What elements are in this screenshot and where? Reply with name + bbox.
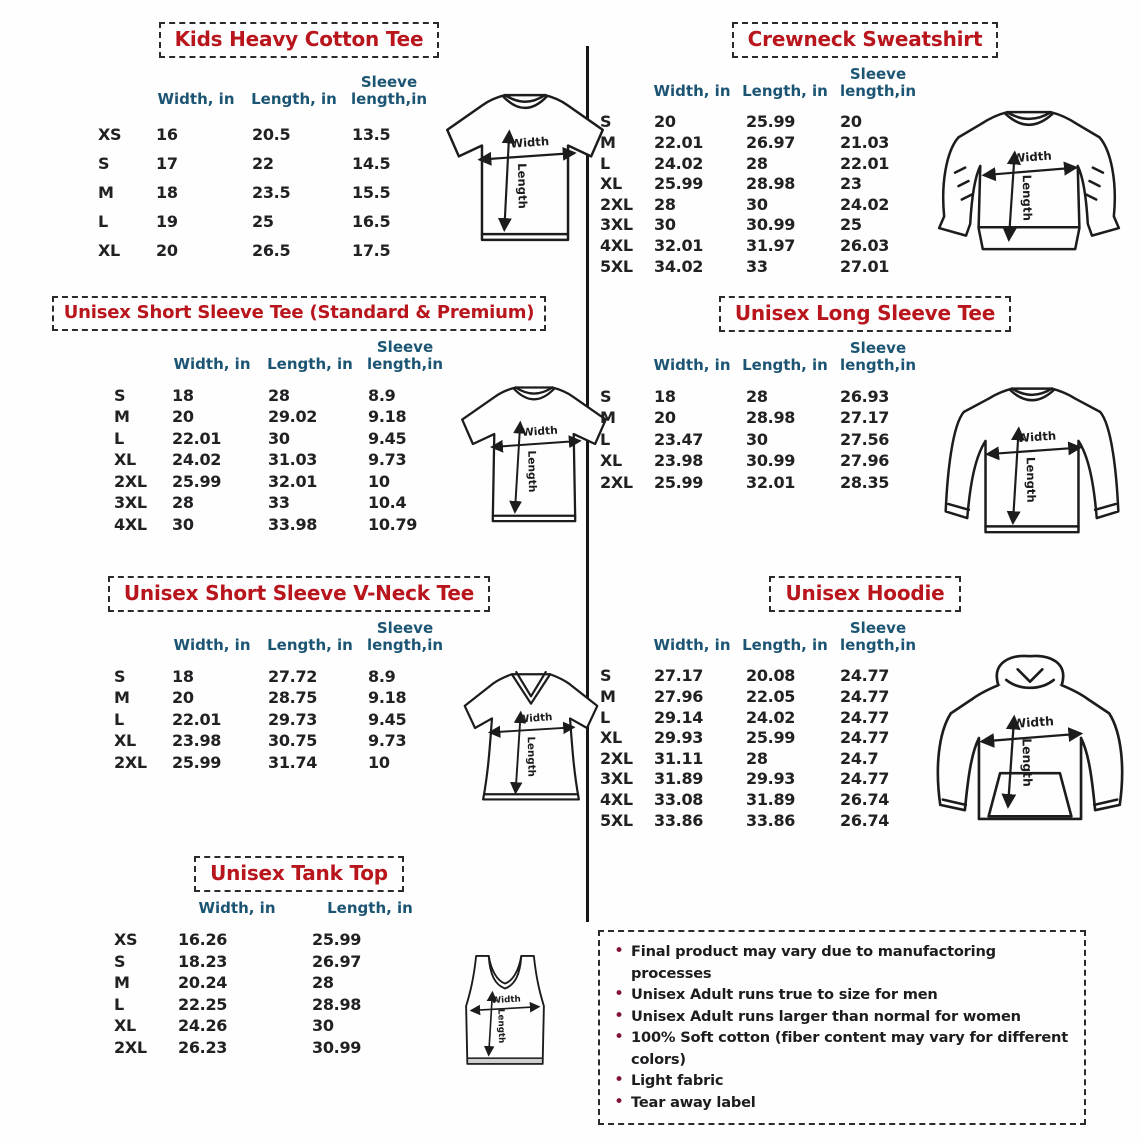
sleeve-column-header: Sleeve length,in — [839, 339, 917, 374]
length-column-header: Length, in — [251, 89, 337, 108]
width-value: 23.98 — [172, 731, 222, 751]
sleeve-value: 15.5 — [352, 182, 391, 202]
width-value: 27.17 — [654, 666, 704, 686]
length-value: 30 — [746, 429, 768, 449]
length-value: 23.5 — [252, 182, 291, 202]
width-value: 17 — [156, 153, 178, 173]
sleeve-value: 24.77 — [840, 769, 890, 789]
length-value: 28 — [312, 973, 334, 993]
vneck-illustration — [450, 654, 612, 816]
width-value: 24.26 — [178, 1016, 228, 1036]
length-value: 28.98 — [312, 994, 362, 1014]
sleeve-value: 21.03 — [840, 132, 890, 152]
length-value: 29.02 — [268, 407, 318, 427]
width-value: 18 — [654, 386, 676, 406]
length-value: 30.99 — [746, 451, 796, 471]
sleeve-value: 10.4 — [368, 493, 407, 513]
bullet-icon — [614, 984, 624, 1006]
hem-band — [467, 1058, 542, 1064]
width-value: 25.99 — [654, 174, 704, 194]
size-label: 2XL — [600, 748, 633, 768]
size-label: 4XL — [600, 789, 633, 809]
width-column-header: Width, in — [653, 355, 731, 374]
length-value: 28 — [746, 748, 768, 768]
sleeve-column-header: Sleeve length,in — [366, 338, 444, 373]
width-arrow-label: Width — [1016, 428, 1057, 446]
size-label: M — [114, 973, 130, 993]
sleeve-value: 8.9 — [368, 666, 396, 686]
sleeve-column-header: Sleeve length,in — [366, 619, 444, 654]
length-value: 29.93 — [746, 769, 796, 789]
width-value: 22.01 — [172, 428, 222, 448]
length-value: 31.74 — [268, 752, 318, 772]
section-long-sleeve-tee — [598, 296, 1132, 538]
width-value: 33.08 — [654, 789, 704, 809]
size-column-header — [600, 100, 646, 112]
sleeve-column-header: Sleeve length,in — [839, 65, 917, 100]
width-value: 23.47 — [654, 429, 704, 449]
width-arrow-label: Width — [521, 423, 559, 440]
sleeve-value: 24.77 — [840, 666, 890, 686]
width-value: 20 — [172, 407, 194, 427]
size-label: S — [114, 666, 126, 686]
note-text: Unisex Adult runs larger than normal for women — [631, 1007, 1021, 1025]
width-arrow-label: Width — [1012, 714, 1055, 731]
section-kids-heavy-cotton-tee — [14, 22, 584, 265]
size-label: XS — [98, 124, 122, 144]
section-hoodie — [598, 576, 1132, 830]
width-value: 22.01 — [654, 132, 704, 152]
length-value: 28 — [746, 153, 768, 173]
length-value: 30 — [268, 428, 290, 448]
width-value: 25.99 — [172, 752, 222, 772]
size-label: XS — [114, 930, 138, 950]
sleeve-value: 26.03 — [840, 235, 890, 255]
sleeve-value: 10 — [368, 471, 390, 491]
length-column-header: Length, in — [742, 635, 828, 654]
length-value: 33 — [746, 256, 768, 276]
width-value: 22.01 — [172, 709, 222, 729]
size-column-header — [114, 373, 164, 385]
note-item — [610, 1070, 1072, 1092]
sleeve-value: 23 — [840, 174, 862, 194]
width-value: 16 — [156, 124, 178, 144]
note-item — [610, 984, 1072, 1006]
sleeve-value: 22.01 — [840, 153, 890, 173]
size-label: XL — [114, 1016, 136, 1036]
length-value: 33 — [268, 493, 290, 513]
note-text: 100% Soft cotton (fiber content may vary for different colors) — [631, 1029, 1069, 1068]
sleeve-value: 17.5 — [352, 240, 391, 260]
sleeve-value: 20 — [840, 112, 862, 132]
width-value: 31.89 — [654, 769, 704, 789]
size-label: XL — [114, 450, 136, 470]
width-column-header: Width, in — [653, 81, 731, 100]
length-value: 26.97 — [312, 951, 362, 971]
size-label: L — [114, 994, 124, 1014]
size-column-header — [98, 108, 148, 120]
section-title: Unisex Long Sleeve Tee — [719, 296, 1011, 332]
size-label: L — [114, 428, 124, 448]
width-column-header: Width, in — [173, 354, 251, 373]
sleeve-value: 9.18 — [368, 688, 407, 708]
length-column-header: Length, in — [742, 81, 828, 100]
length-value: 31.03 — [268, 450, 318, 470]
width-value: 33.86 — [654, 810, 704, 830]
size-label: 2XL — [114, 752, 147, 772]
size-label: L — [600, 707, 610, 727]
length-value: 28.98 — [746, 174, 796, 194]
tee-illustration — [434, 80, 616, 250]
sleeve-value: 24.77 — [840, 707, 890, 727]
sleeve-value: 9.45 — [368, 428, 407, 448]
length-value: 25.99 — [312, 930, 362, 950]
width-value: 22.25 — [178, 994, 228, 1014]
width-value: 25.99 — [654, 472, 704, 492]
length-column-header: Length, in — [742, 355, 828, 374]
width-value: 27.96 — [654, 686, 704, 706]
width-value: 20 — [654, 112, 676, 132]
length-value: 30.75 — [268, 731, 318, 751]
length-value: 24.02 — [746, 707, 796, 727]
length-column-header: Length, in — [267, 635, 353, 654]
width-value: 26.23 — [178, 1037, 228, 1057]
size-label: 2XL — [600, 472, 633, 492]
width-value: 23.98 — [654, 451, 704, 471]
section-title: Kids Heavy Cotton Tee — [159, 22, 440, 58]
length-value: 20.08 — [746, 666, 796, 686]
length-value: 30 — [312, 1016, 334, 1036]
sleeve-value: 9.73 — [368, 450, 407, 470]
size-label: 5XL — [600, 810, 633, 830]
width-column-header: Width, in — [653, 635, 731, 654]
width-value: 29.93 — [654, 728, 704, 748]
size-column-header — [600, 654, 646, 666]
width-value: 29.14 — [654, 707, 704, 727]
length-arrow-label: Length — [525, 450, 540, 493]
section-title: Unisex Tank Top — [194, 856, 404, 892]
bullet-icon — [614, 941, 624, 963]
note-text: Light fabric — [631, 1072, 724, 1089]
sleeve-value: 16.5 — [352, 211, 391, 231]
width-value: 18.23 — [178, 951, 228, 971]
sleeve-value: 10 — [368, 752, 390, 772]
size-label: M — [600, 686, 616, 706]
size-label: 2XL — [114, 1037, 147, 1057]
bullet-icon — [614, 1092, 624, 1114]
length-arrow-label: Length — [1023, 456, 1039, 503]
length-arrow-label: Length — [1019, 174, 1035, 221]
size-label: L — [98, 211, 108, 231]
size-label: 5XL — [600, 256, 633, 276]
length-value: 32.01 — [268, 471, 318, 491]
size-label: 4XL — [114, 514, 147, 534]
size-label: S — [600, 666, 612, 686]
length-value: 31.89 — [746, 789, 796, 809]
length-value: 30.99 — [312, 1037, 362, 1057]
size-label: S — [114, 385, 126, 405]
sleeve-column-header: Sleeve length,in — [350, 73, 428, 108]
size-label: M — [114, 688, 130, 708]
kids-tee-table — [98, 74, 434, 265]
size-label: XL — [600, 728, 622, 748]
sleeve-value: 8.9 — [368, 385, 396, 405]
length-value: 25.99 — [746, 112, 796, 132]
length-value: 33.86 — [746, 810, 796, 830]
sleeve-column-header: Sleeve length,in — [839, 619, 917, 654]
width-arrow-label: Width — [491, 994, 522, 1007]
note-text: Unisex Adult runs true to size for men — [631, 986, 938, 1003]
width-value: 28 — [654, 194, 676, 214]
size-label: S — [114, 951, 126, 971]
width-value: 19 — [156, 211, 178, 231]
length-arrow-label: Length — [1019, 738, 1035, 787]
length-arrow-label: Length — [495, 1008, 507, 1044]
vneck-tee-table — [114, 620, 450, 773]
tank-top-table — [114, 900, 436, 1058]
width-value: 16.26 — [178, 930, 228, 950]
width-value: 24.02 — [654, 153, 704, 173]
width-value: 20.24 — [178, 973, 228, 993]
sweatshirt-illustration — [926, 92, 1132, 260]
width-value: 34.02 — [654, 256, 704, 276]
sleeve-value: 27.56 — [840, 429, 890, 449]
length-value: 32.01 — [746, 472, 796, 492]
sleeve-value: 10.79 — [368, 514, 418, 534]
length-value: 25 — [252, 211, 274, 231]
length-value: 30 — [746, 194, 768, 214]
width-value: 20 — [654, 408, 676, 428]
length-value: 20.5 — [252, 124, 291, 144]
sleeve-value: 24.77 — [840, 728, 890, 748]
width-value: 24.02 — [172, 450, 222, 470]
width-value: 20 — [156, 240, 178, 260]
length-value: 28.75 — [268, 688, 318, 708]
size-label: 4XL — [600, 235, 633, 255]
longsleeve-table — [600, 340, 924, 493]
length-value: 27.72 — [268, 666, 318, 686]
length-value: 26.97 — [746, 132, 796, 152]
width-arrow-label: Width — [517, 711, 553, 726]
sleeve-value: 27.17 — [840, 408, 890, 428]
length-value: 22.05 — [746, 686, 796, 706]
length-column-header: Length, in — [327, 899, 413, 917]
note-item — [610, 1092, 1072, 1114]
sleeve-value: 25 — [840, 215, 862, 235]
size-label: XL — [600, 174, 622, 194]
longsleeve-illustration — [932, 372, 1132, 538]
size-label: 2XL — [600, 194, 633, 214]
length-value: 28 — [268, 385, 290, 405]
size-column-header — [114, 917, 170, 929]
section-title: Unisex Hoodie — [769, 576, 960, 612]
size-label: XL — [98, 240, 120, 260]
size-label: M — [600, 408, 616, 428]
tank-top-illustration — [436, 930, 574, 1096]
length-arrow-label: Length — [524, 736, 538, 778]
crewneck-table — [600, 66, 924, 276]
sleeve-value: 26.74 — [840, 789, 890, 809]
length-value: 25.99 — [746, 728, 796, 748]
size-label: L — [600, 153, 610, 173]
note-item — [610, 941, 1072, 984]
width-column-header: Width, in — [173, 635, 251, 654]
size-label: XL — [114, 731, 136, 751]
width-value: 28 — [172, 493, 194, 513]
sleeve-value: 27.01 — [840, 256, 890, 276]
length-value: 33.98 — [268, 514, 318, 534]
tee-illustration — [450, 373, 618, 531]
sleeve-value: 24.77 — [840, 686, 890, 706]
width-value: 32.01 — [654, 235, 704, 255]
section-crewneck-sweatshirt — [598, 22, 1132, 276]
sleeve-value: 9.45 — [368, 709, 407, 729]
width-value: 25.99 — [172, 471, 222, 491]
size-label: M — [98, 182, 114, 202]
width-column-header: Width, in — [157, 89, 235, 108]
size-label: L — [114, 709, 124, 729]
sleeve-value: 28.35 — [840, 472, 890, 492]
standard-tee-table — [114, 339, 450, 535]
bullet-icon — [614, 1006, 624, 1028]
sleeve-value: 26.74 — [840, 810, 890, 830]
size-label: 3XL — [114, 493, 147, 513]
section-title: Unisex Short Sleeve Tee (Standard & Premium) — [52, 296, 547, 331]
section-title: Crewneck Sweatshirt — [732, 22, 999, 58]
length-value: 29.73 — [268, 709, 318, 729]
size-label: XL — [600, 451, 622, 471]
length-value: 22 — [252, 153, 274, 173]
width-value: 20 — [172, 688, 194, 708]
width-value: 30 — [654, 215, 676, 235]
length-column-header: Length, in — [267, 354, 353, 373]
size-column-header — [600, 374, 646, 386]
width-value: 18 — [172, 385, 194, 405]
size-label: S — [98, 153, 110, 173]
hoodie-illustration — [930, 650, 1130, 826]
length-value: 28 — [746, 386, 768, 406]
section-tank-top — [14, 856, 584, 1096]
width-column-header: Width, in — [198, 899, 276, 917]
sleeve-value: 9.73 — [368, 731, 407, 751]
section-vneck-tee — [14, 576, 584, 816]
length-value: 30.99 — [746, 215, 796, 235]
size-label: S — [600, 112, 612, 132]
width-value: 31.11 — [654, 748, 704, 768]
size-label: M — [600, 132, 616, 152]
note-text: Tear away label — [631, 1093, 756, 1111]
width-value: 18 — [172, 666, 194, 686]
sleeve-value: 14.5 — [352, 153, 391, 173]
sleeve-value: 24.7 — [840, 748, 879, 768]
notes-box — [598, 930, 1086, 1125]
sleeve-value: 27.96 — [840, 451, 890, 471]
sleeve-value: 9.18 — [368, 407, 407, 427]
sleeve-value: 24.02 — [840, 194, 890, 214]
width-arrow-label: Width — [509, 134, 550, 151]
width-arrow-label: Width — [1011, 148, 1053, 166]
size-label: 3XL — [600, 215, 633, 235]
bullet-icon — [614, 1027, 624, 1049]
note-text: Final product may vary due to manufactoring processes — [631, 943, 996, 982]
length-arrow-label: Length — [514, 163, 530, 209]
length-value: 31.97 — [746, 235, 796, 255]
length-value: 26.5 — [252, 240, 291, 260]
sleeve-value: 26.93 — [840, 386, 890, 406]
size-label: L — [600, 429, 610, 449]
sleeve-value: 13.5 — [352, 124, 391, 144]
size-column-header — [114, 654, 164, 666]
section-unisex-short-sleeve-tee — [14, 296, 584, 535]
size-label: S — [600, 386, 612, 406]
width-value: 18 — [156, 182, 178, 202]
hoodie-table — [600, 620, 924, 830]
section-title: Unisex Short Sleeve V-Neck Tee — [108, 576, 490, 612]
length-value: 28.98 — [746, 408, 796, 428]
note-item — [610, 1006, 1072, 1028]
size-label: 2XL — [114, 471, 147, 491]
size-label: M — [114, 407, 130, 427]
size-label: 3XL — [600, 769, 633, 789]
note-item — [610, 1027, 1072, 1070]
width-value: 30 — [172, 514, 194, 534]
bullet-icon — [614, 1070, 624, 1092]
